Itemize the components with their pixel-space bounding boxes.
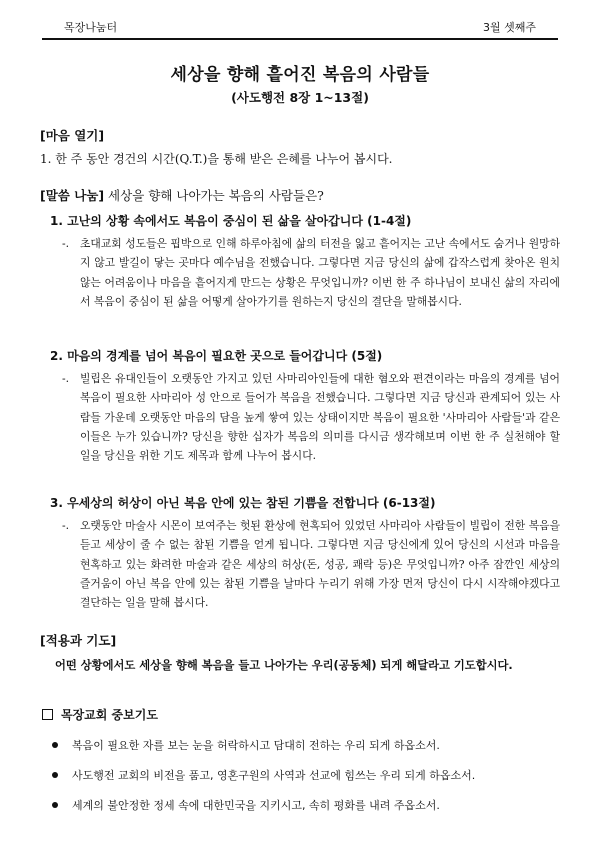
prayer-item-text: 세계의 불안정한 정세 속에 대한민국을 지키시고, 속히 평화를 내려 주옵소서. bbox=[72, 799, 440, 812]
open-heart-section bbox=[40, 126, 560, 167]
share-heading: [말씀 나눔] bbox=[40, 188, 105, 203]
open-heart-heading: [마음 열기] bbox=[40, 128, 105, 143]
prayer-section bbox=[42, 706, 560, 827]
prayer-item bbox=[42, 767, 560, 783]
question-1-body bbox=[62, 234, 560, 311]
checkbox-square-icon bbox=[42, 709, 53, 720]
bullet-icon bbox=[52, 772, 58, 778]
header-week-label: 3월 셋째주 bbox=[483, 21, 536, 34]
prayer-heading-line bbox=[42, 706, 560, 723]
page-subtitle: (사도행전 8장 1~13절) bbox=[231, 90, 369, 105]
page-title: 세상을 향해 흩어진 복음의 사람들 bbox=[170, 65, 430, 85]
question-3-dash: -. bbox=[62, 519, 70, 532]
question-1-text: 초대교회 성도들은 핍박으로 인해 하루아침에 삶의 터전을 잃고 흩어지는 고난 속에서도 숨거나 원망하지 않고 발길이 닿는 곳마다 예수님을 전했습니다. 그렇다면 지금 당신의 삶에 갑작스럽게 찾아온 원치 않는 어려움이나 마음을 흩어지게 만드는 상황은 무엇입니까? 이번 한 주 하나님이 보내신 삶의 자리에서 복음이 중심이 된 삶을 어떻게 살아가기를 원하는지 당신의 결단을 말해봅시다. bbox=[80, 237, 560, 308]
apply-section bbox=[40, 631, 560, 673]
question-2-text: 빌립은 유대인들이 오랫동안 가지고 있던 사마리아인들에 대한 혐오와 편견이라는 마음의 경계를 넘어 복음이 필요한 사마리아 성 안으로 들어가 복음을 전했습니다. 그렇다면 지금 당신과 관계되어 있는 사람들 가운데 오랫동안 마음의 담을 높게 쌓여 있는 상태이지만 복음이 필요한 '사마리아 사람들'과 같은 이들은 누가 있습니까? 당신을 향한 십자가 복음의 의미를 다시금 생각해보며 이번 한 주 실천해야 할 일을 당신을 위한 기도 제목과 함께 나누어 봅시다. bbox=[80, 372, 560, 463]
share-heading-line bbox=[40, 186, 560, 204]
header-left-label: 목장나눔터 bbox=[64, 21, 118, 34]
open-heart-item: 1. 한 주 동안 경건의 시간(Q.T.)을 통해 받은 은혜를 나누어 봅시다. bbox=[40, 152, 393, 166]
question-3-body bbox=[62, 516, 560, 612]
question-2-title: 2. 마음의 경계를 넘어 복음이 필요한 곳으로 들어갑니다 (5절) bbox=[50, 349, 383, 363]
prayer-item bbox=[42, 797, 560, 813]
share-section bbox=[40, 186, 560, 204]
question-2-body bbox=[62, 369, 560, 465]
question-2-dash: -. bbox=[62, 372, 70, 385]
page-header bbox=[42, 14, 558, 40]
share-intro: 세상을 향해 나아가는 복음의 사람들은? bbox=[104, 188, 324, 203]
question-1-title: 1. 고난의 상황 속에서도 복음이 중심이 된 삶을 살아갑니다 (1-4절) bbox=[50, 214, 412, 228]
question-3-title: 3. 우세상의 허상이 아닌 복음 안에 있는 참된 기쁨을 전합니다 (6-13절) bbox=[50, 496, 436, 510]
prayer-list bbox=[42, 737, 560, 813]
apply-body: 어떤 상황에서도 세상을 향해 복음을 들고 나아가는 우리(공동체) 되게 해달라고 기도합시다. bbox=[55, 659, 513, 672]
question-3-text: 오랫동안 마술사 시몬이 보여주는 헛된 환상에 현혹되어 있었던 사마리아 사람들이 빌립이 전한 복음을 듣고 세상이 줄 수 없는 참된 기쁨을 얻게 됩니다. 그렇다면 지금 당신에게 있어 당신의 시선과 마음을 현혹하고 있는 화려한 마술과 같은 세상의 허상(돈, 성공, 쾌락 등)은 무엇입니까? 아주 잠깐인 세상의 즐거움이 아닌 복음 안에 있는 참된 기쁨을 날마다 누리기 위해 가장 먼저 당신이 다시 시작해야겠다고 결단하는 일을 말해 봅시다. bbox=[80, 519, 560, 610]
prayer-heading: 목장교회 중보기도 bbox=[61, 708, 158, 722]
question-1-dash: -. bbox=[62, 237, 70, 250]
question-1 bbox=[40, 212, 560, 311]
bullet-icon bbox=[52, 742, 58, 748]
prayer-item bbox=[42, 737, 560, 753]
bullet-icon bbox=[52, 802, 58, 808]
apply-heading: [적용과 기도] bbox=[40, 633, 117, 648]
question-2 bbox=[40, 347, 560, 465]
prayer-item-text: 사도행전 교회의 비전을 품고, 영혼구원의 사역과 선교에 힘쓰는 우리 되게 하옵소서. bbox=[72, 769, 476, 782]
question-3 bbox=[40, 494, 560, 612]
prayer-item-text: 복음이 필요한 자를 보는 눈을 허락하시고 담대히 전하는 우리 되게 하옵소서. bbox=[72, 739, 440, 752]
